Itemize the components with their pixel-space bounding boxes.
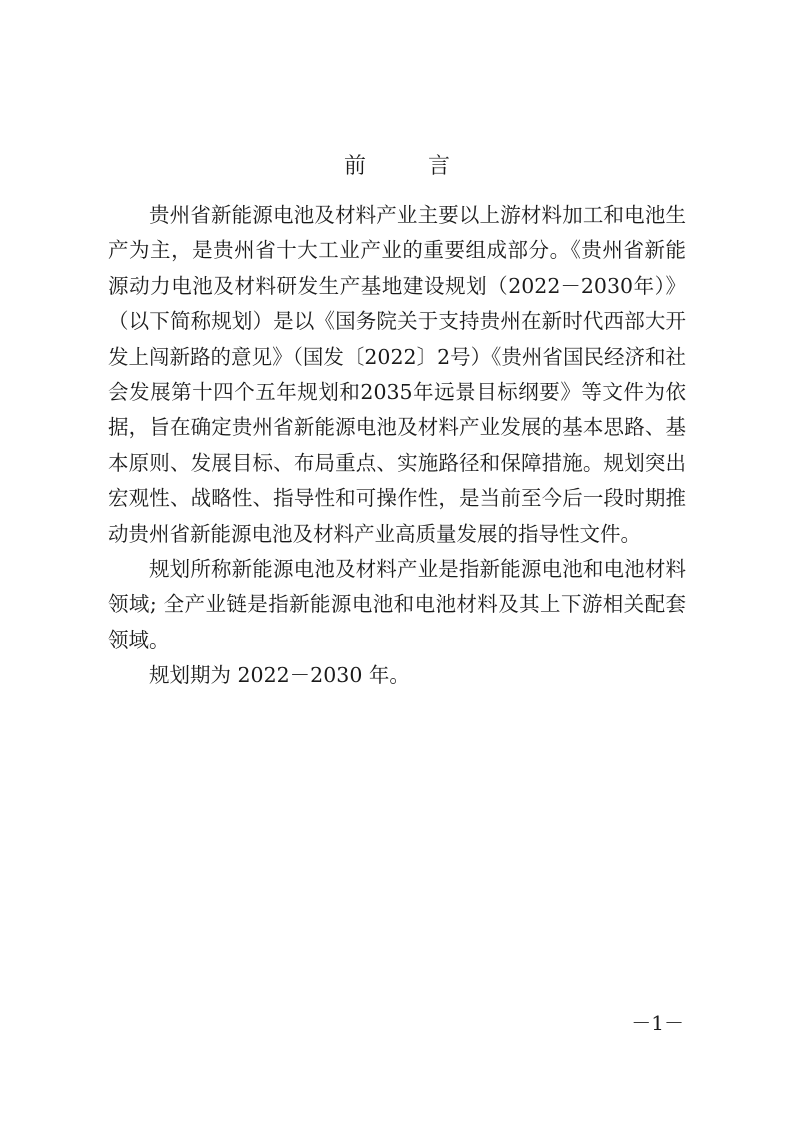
paragraph-scope: 规划所称新能源电池及材料产业是指新能源电池和电池材料领域; 全产业链是指新能源电池和电池材料及其上下游相关配套领域。 (108, 557, 686, 652)
document-body (108, 198, 686, 694)
page-title: 前 言 (343, 154, 470, 179)
page-number: －1－ (631, 1011, 684, 1035)
paragraph-intro: 贵州省新能源电池及材料产业主要以上游材料加工和电池生产为主，是贵州省十大工业产业的重要组成部分。《贵州省新能源动力电池及材料研发生产基地建设规划（2022－2030年）》（以下简称规划）是以《国务院关于支持贵州在新时代西部大开发上闯新路的意见》（国发〔2022〕2号）《贵州省国民经济和社会发展第十四个五年规划和2035年远景目标纲要》等文件为依据，旨在确定贵州省新能源电池及材料产业发展的基本思路、基本原则、发展目标、布局重点、实施路径和保障措施。规划突出宏观性、战略性、指导性和可操作性，是当前至今后一段时期推动贵州省新能源电池及材料产业高质量发展的指导性文件。 (108, 203, 686, 546)
paragraph-period: 规划期为 2022－2030 年。 (149, 663, 410, 688)
